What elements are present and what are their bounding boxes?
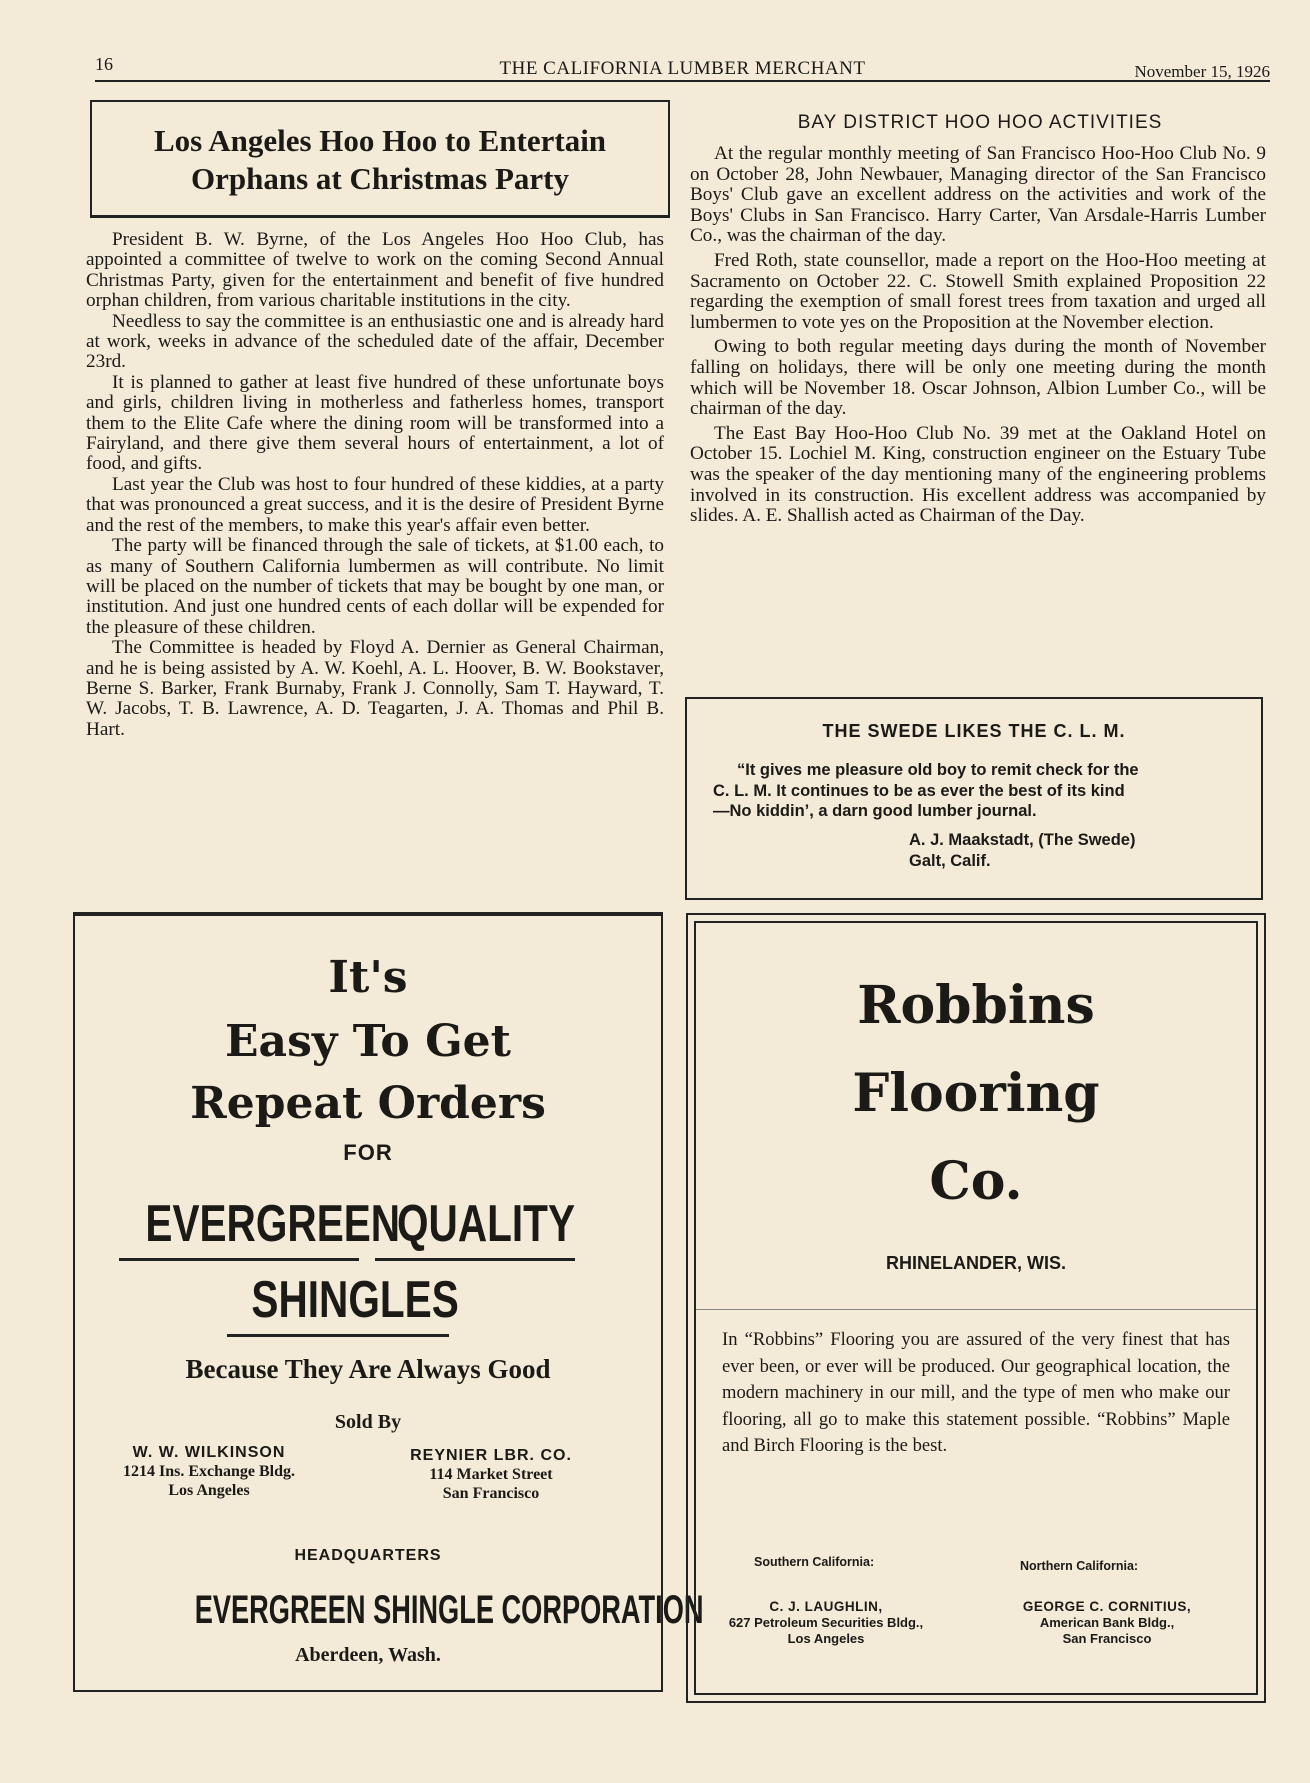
ev-line-easy: Easy To Get <box>225 1016 511 1067</box>
ev-word-quality <box>375 1194 575 1261</box>
la-headline-box <box>90 100 670 218</box>
ev-dealer-wilkinson <box>109 1444 309 1500</box>
ev-dealer-address: 114 Market Street <box>429 1466 553 1483</box>
bay-district-headline: BAY DISTRICT HOO HOO ACTIVITIES <box>797 112 1163 133</box>
evergreen-ad <box>73 912 704 1692</box>
ev-word-shingles <box>227 1270 459 1337</box>
ev-dealer-name: REYNIER LBR. CO. <box>410 1447 572 1464</box>
bay-district-body <box>690 144 1266 531</box>
ev-word-shingles-text: SHINGLES <box>251 1271 459 1329</box>
la-paragraph: The party will be financed through the sale of tickets, at $1.00 each, to as many of Southern California lumbermen as will contribute. No limit will be placed on the number of tickets that may be bought by one man, or institution. And just one hundred cents of each dollar will be expended for the pleasure of these children. <box>86 535 664 638</box>
rb-dealer-city: Los Angeles <box>787 1631 865 1646</box>
ev-for: FOR <box>343 1140 393 1165</box>
rb-location: RHINELANDER, WIS. <box>886 1253 1066 1273</box>
la-article-body <box>86 230 664 740</box>
page-header <box>95 50 1270 82</box>
rb-line-co: Co. <box>929 1151 1023 1212</box>
ev-line-its: It's <box>328 952 408 1003</box>
la-headline-line1: Los Angeles Hoo Hoo to Entertain <box>153 123 607 158</box>
ev-word-evergreen-text: EVERGREEN <box>145 1195 401 1253</box>
rb-body-text: In “Robbins” Flooring you are assured of the very finest that has ever been, or ever will be produced. Our geographical location, the modern machinery in our mill, and the type of men who make our flooring, all go to make this statement possible. “Robbins” Maple and Birch Flooring is the best. <box>722 1329 1230 1456</box>
bd-paragraph: Fred Roth, state counsellor, made a report on the Hoo-Hoo meeting at Sacramento on October 22. C. Stowell Smith explained Proposition 22 regarding the exemption of small forest trees from taxation and urged all lumbermen to vote yes on the Proposition at the November election. <box>690 249 1266 333</box>
rb-dealer-address: American Bank Bldg., <box>1039 1615 1175 1630</box>
la-headline-line2: Orphans at Christmas Party <box>190 161 570 196</box>
la-paragraph: It is planned to gather at least five hundred of these unfortunate boys and girls, children living in motherless and fatherless homes, transport them to the Elite Cafe where the dining room will be transformed into a Fairyland, and there give them several hours of entertainment, a lot of food, and gifts. <box>86 371 664 475</box>
swede-title: THE SWEDE LIKES THE C. L. M. <box>822 721 1126 741</box>
ev-dealer-address: 1214 Ins. Exchange Bldg. <box>122 1463 296 1480</box>
la-headline <box>92 122 668 198</box>
la-paragraph: The Committee is headed by Floyd A. Dernier as General Chairman, and he is being assisted by A. W. Koehl, A. L. Hoover, B. W. Bookstaver, Berne S. Barker, Frank Burnaby, Frank J. Connolly, Sam T. Hayward, T. W. Jacobs, T. B. Lawrence, A. D. Teagarten, J. A. Thomas and Phil B. Hart. <box>86 637 664 740</box>
ev-headquarters: HEADQUARTERS <box>294 1547 442 1564</box>
swede-quote-line: —No kiddin’, a darn good lumber journal. <box>713 802 1037 820</box>
ev-dealer-name: W. W. WILKINSON <box>132 1444 286 1461</box>
la-paragraph: Needless to say the committee is an enthusiastic one and is already hard at work, weeks in advance of the scheduled date of the affair, December 23rd. <box>86 310 665 373</box>
rb-north-label: Northern California: <box>1020 1559 1139 1573</box>
la-paragraph: Last year the Club was host to four hundred of these kiddies, at a party that was pronounced a great success, and it is the desire of President Byrne and the rest of the members, to make this year's affair even better. <box>86 473 664 536</box>
rb-dealer-address: 627 Petroleum Securities Bldg., <box>728 1615 924 1630</box>
bd-paragraph: Owing to both regular meeting days during the month of November falling on holidays, there will be only one meeting during the month which will be November 18. Oscar Johnson, Albion Lumber Co., will be chairman of the day. <box>690 336 1266 420</box>
swede-box <box>685 697 1263 900</box>
robbins-ad <box>686 913 1266 1703</box>
ev-dealer-city: Los Angeles <box>168 1482 250 1499</box>
ev-sold-by: Sold By <box>334 1411 402 1433</box>
rb-divider <box>696 1309 1256 1310</box>
ev-dealer-city: San Francisco <box>442 1485 540 1502</box>
ev-corporation <box>75 1588 704 1633</box>
rb-dealer-cornitius <box>974 1599 1240 1647</box>
bd-paragraph: At the regular monthly meeting of San Francisco Hoo-Hoo Club No. 9 on October 28, John Newbauer, Managing director of the San Francisco Boys' Club gave an excellent address on the activities and work of the Boys' Clubs in San Francisco. Harry Carter, Van Arsdale-Harris Lumber Co., was the chairman of the day. <box>690 143 1266 247</box>
la-paragraph: President B. W. Byrne, of the Los Angeles Hoo Hoo Club, has appointed a committee of twelve to work on the coming Second Annual Christmas Party, given for the entertainment and benefit of five hundred orphan children, from various charitable institutions in the city. <box>86 229 664 312</box>
ev-hq-city: Aberdeen, Wash. <box>295 1644 441 1666</box>
ev-tagline: Because They Are Always Good <box>185 1354 551 1384</box>
swede-signature-location: Galt, Calif. <box>909 852 991 870</box>
rb-dealer-name: C. J. LAUGHLIN, <box>769 1599 883 1614</box>
rb-line-robbins: Robbins <box>857 975 1095 1036</box>
publication-title: THE CALIFORNIA LUMBER MERCHANT <box>499 58 866 79</box>
bd-paragraph: The East Bay Hoo-Hoo Club No. 39 met at the Oakland Hotel on October 15. Lochiel M. King, construction engineer on the Estuary Tube was the speaker of the day mentioning many of the engineering problems involved in its construction. His excellent address was accompanied by slides. A. E. Shallish acted as Chairman of the Day. <box>690 422 1266 527</box>
ev-word-quality-text: QUALITY <box>397 1195 576 1253</box>
rb-line-flooring: Flooring <box>852 1063 1100 1124</box>
ev-word-evergreen <box>119 1194 401 1261</box>
swede-signature-name: A. J. Maakstadt, (The Swede) <box>909 831 1136 849</box>
robbins-inner-frame <box>694 921 1258 1695</box>
rb-dealer-city: San Francisco <box>1062 1631 1152 1646</box>
swede-quote-line: “It gives me pleasure old boy to remit check for the <box>737 761 1139 779</box>
rb-south-label: Southern California: <box>754 1555 875 1569</box>
ev-dealer-reynier <box>391 1447 591 1503</box>
issue-date: November 15, 1926 <box>1134 62 1270 81</box>
page-number: 16 <box>95 54 113 74</box>
ev-corporation-text: EVERGREEN SHINGLE CORPORATION <box>194 1588 704 1632</box>
swede-quote <box>713 760 1237 822</box>
swede-quote-line: C. L. M. It continues to be as ever the best of its kind <box>713 781 1125 800</box>
swede-signature <box>909 830 1135 872</box>
rb-dealer-name: GEORGE C. CORNITIUS, <box>1022 1599 1192 1614</box>
ev-line-repeat: Repeat Orders <box>190 1078 546 1129</box>
rb-dealer-laughlin <box>706 1599 946 1647</box>
